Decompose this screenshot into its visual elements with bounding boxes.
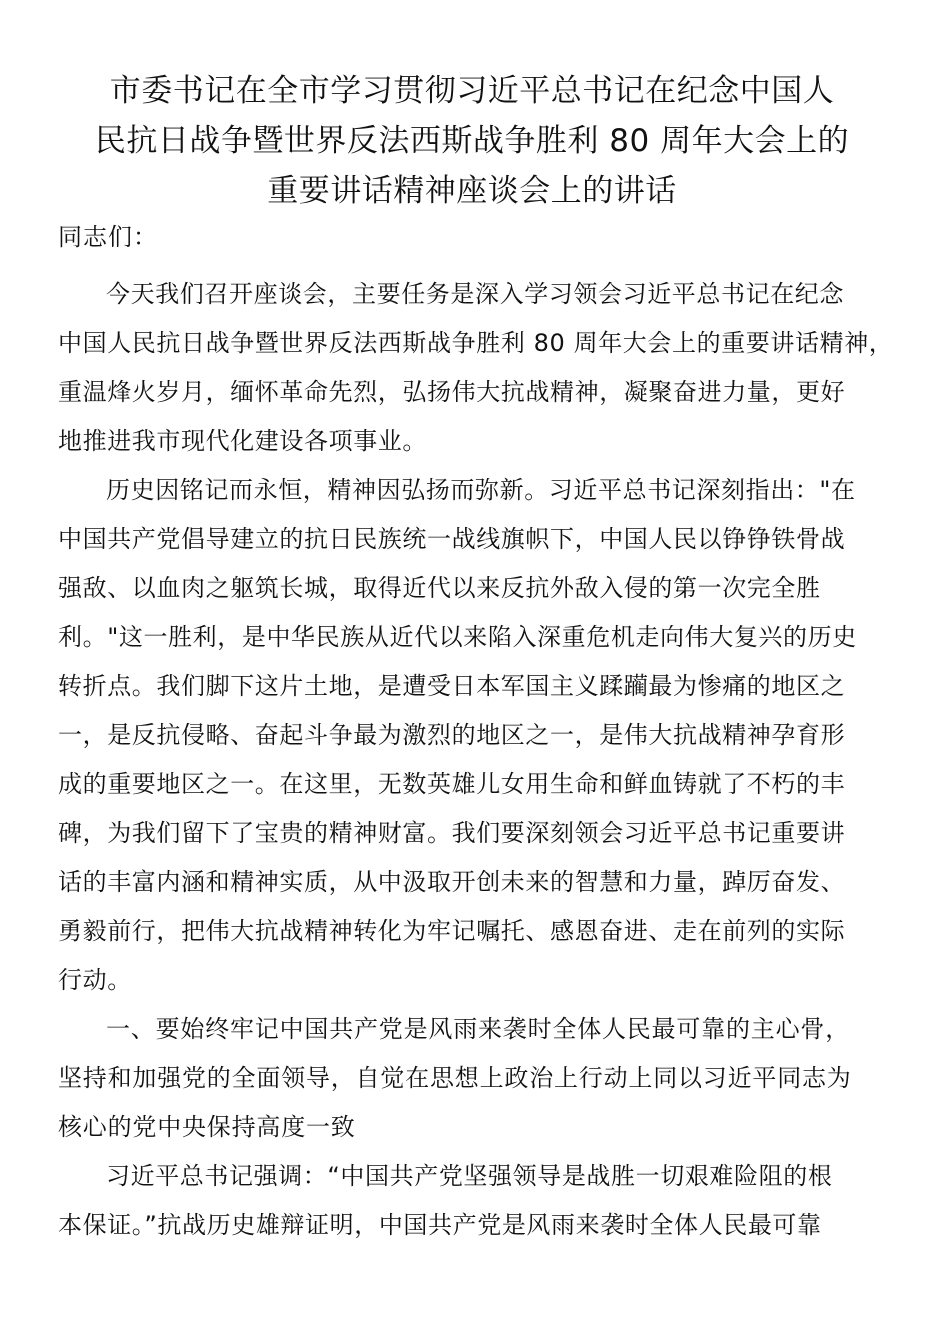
text-line: 利。"这一胜利，是中华民族从近代以来陷入深重危机走向伟大复兴的历史 xyxy=(58,623,857,651)
paragraph-intro xyxy=(58,270,894,466)
salutation: 同志们： xyxy=(58,223,158,251)
text-line: 核心的党中央保持高度一致 xyxy=(58,1113,356,1141)
paragraph-history xyxy=(58,466,886,1005)
text-line: 习近平总书记强调：“中国共产党坚强领导是战胜一切艰难险阻的根 xyxy=(106,1162,833,1190)
text-line: 强敌、以血肉之躯筑长城，取得近代以来反抗外敌入侵的第一次完全胜 xyxy=(58,574,821,602)
text-line: 碑，为我们留下了宝贵的精神财富。我们要深刻领会习近平总书记重要讲 xyxy=(58,819,846,847)
text-line: 中国共产党倡导建立的抗日民族统一战线旗帜下，中国人民以铮铮铁骨战 xyxy=(58,525,846,553)
document-title xyxy=(58,66,886,216)
text-line: 行动。 xyxy=(58,966,132,994)
text-line: 中国人民抗日战争暨世界反法西斯战争胜利 80 周年大会上的重要讲话精神， xyxy=(58,329,894,357)
text-line: 地推进我市现代化建设各项事业。 xyxy=(58,427,427,455)
text-line: 本保证。”抗战历史雄辩证明，中国共产党是风雨来袭时全体人民最可靠 xyxy=(58,1211,822,1239)
text-line: 一、要始终牢记中国共产党是风雨来袭时全体人民最可靠的主心骨， xyxy=(106,1015,850,1043)
text-line: 一，是反抗侵略、奋起斗争最为激烈的地区之一，是伟大抗战精神孕育形 xyxy=(58,721,846,749)
text-line: 历史因铭记而永恒，精神因弘扬而弥新。习近平总书记深刻指出："在 xyxy=(106,476,856,504)
text-line: 成的重要地区之一。在这里，无数英雄儿女用生命和鲜血铸就了不朽的丰 xyxy=(58,770,846,798)
title-line: 民抗日战争暨世界反法西斯战争胜利 80 周年大会上的 xyxy=(94,123,850,159)
text-line: 今天我们召开座谈会，主要任务是深入学习领会习近平总书记在纪念 xyxy=(106,280,844,308)
title-line: 市委书记在全市学习贯彻习近平总书记在纪念中国人 xyxy=(109,73,835,109)
text-line: 话的丰富内涵和精神实质，从中汲取开创未来的智慧和力量，踔厉奋发、 xyxy=(58,868,846,896)
text-line: 勇毅前行，把伟大抗战精神转化为牢记嘱托、感恩奋进、走在前列的实际 xyxy=(58,917,846,945)
section-heading-1 xyxy=(58,1005,886,1152)
paragraph-quote xyxy=(58,1152,886,1250)
text-line: 重温烽火岁月，缅怀革命先烈，弘扬伟大抗战精神，凝聚奋进力量，更好 xyxy=(58,378,846,406)
text-line: 坚持和加强党的全面领导，自觉在思想上政治上行动上同以习近平同志为 xyxy=(58,1064,852,1092)
text-line: 转折点。我们脚下这片土地，是遭受日本军国主义蹂躏最为惨痛的地区之 xyxy=(58,672,846,700)
title-line: 重要讲话精神座谈会上的讲话 xyxy=(267,173,677,209)
